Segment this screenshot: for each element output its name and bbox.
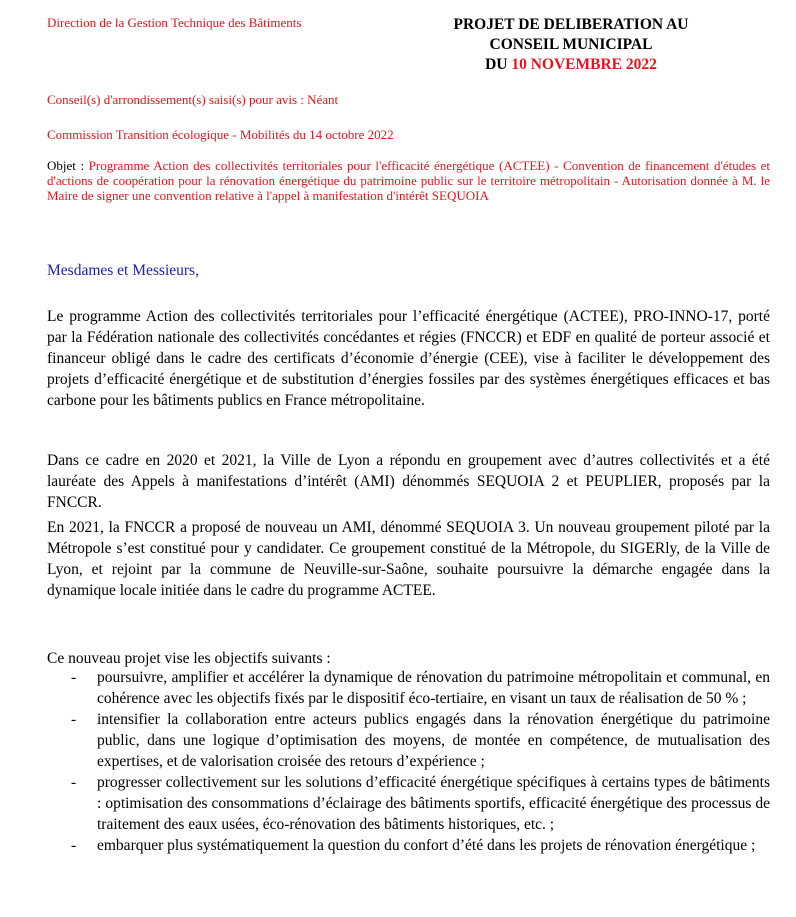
title-line-1: PROJET DE DELIBERATION AU	[453, 16, 689, 33]
objectives-list	[47, 667, 770, 856]
date-prefix: DU	[485, 56, 508, 73]
department-name: Direction de la Gestion Technique des Bâtiments	[47, 15, 302, 30]
objective-text: poursuivre, amplifier et accélérer la dynamique de rénovation du patrimoine métropolitain et communal, en cohérence avec les objectifs fixés par le dispositif éco-tertiaire, en visant un taux de réalisation de 50 % ;	[97, 669, 770, 707]
objet-block	[47, 158, 770, 203]
list-item	[47, 772, 770, 835]
title-line-3	[410, 55, 732, 75]
list-item	[47, 667, 770, 709]
bullet-dash: -	[71, 837, 77, 854]
objective-text: intensifier la collaboration entre acteurs publics engagés dans la rénovation énergétique du patrimoine public, dans une logique d’optimisation des moyens, de montée en compétence, de mutualisation des expertises, et de valorisation croisée des retours d’expérience ;	[97, 711, 770, 770]
objectives-intro: Ce nouveau projet vise les objectifs suivants :	[47, 650, 331, 667]
list-item	[47, 835, 770, 856]
objective-text: embarquer plus systématiquement la question du confort d’été dans les projets de rénovation énergétique ;	[97, 837, 756, 854]
bullet-dash: -	[71, 774, 77, 791]
salutation: Mesdames et Messieurs,	[47, 262, 199, 279]
objet-text: Programme Action des collectivités territoriales pour l'efficacité énergétique (ACTEE) - Convention de financement d'études et d'actions de coopération pour la rénovation énergétique du patrimoine public sur le territoire métropolitain - Autorisation donnée à M. le Maire de signer une convention relative à l'appel à manifestation d'intérêt SEQUOIA	[47, 158, 770, 203]
commission-line: Commission Transition écologique - Mobilités du 14 octobre 2022	[47, 127, 394, 142]
conseil-line: Conseil(s) d'arrondissement(s) saisi(s) pour avis : Néant	[47, 92, 339, 107]
bullet-dash: -	[71, 669, 77, 686]
paragraph-1: Le programme Action des collectivités territoriales pour l’efficacité énergétique (ACTEE), PRO-INNO-17, porté par la Fédération nationale des collectivités concédantes et régies (FNCCR) et EDF en qualité de porteur associé et financeur obligé dans le cadre des certificats d’économie d’énergie (CEE), vise à faciliter le développement des projets d’efficacité énergétique et de substitution d’énergies fossiles par des systèmes énergétiques efficaces et bas carbone pour les bâtiments publics en France métropolitaine.	[47, 308, 770, 409]
objective-text: progresser collectivement sur les solutions d’efficacité énergétique spécifiques à certains types de bâtiments : optimisation des consommations d’éclairage des bâtiments sportifs, efficacité énergétique des processus de traitement des eaux usées, éco-rénovation des bâtiments historiques, etc. ;	[97, 774, 770, 833]
list-item	[47, 709, 770, 772]
meeting-date: 10 NOVEMBRE 2022	[511, 56, 657, 73]
bullet-dash: -	[71, 711, 77, 728]
paragraph-3: En 2021, la FNCCR a proposé de nouveau un AMI, dénommé SEQUOIA 3. Un nouveau groupement piloté par la Métropole s’est constitué pour y candidater. Ce groupement constitué de la Métropole, du SIGERly, de la Ville de Lyon, et rejoint par la commune de Neuville-sur-Saône, souhaite poursuivre la démarche engagée dans la dynamique locale initiée dans le cadre du programme ACTEE.	[47, 519, 770, 599]
title-line-2: CONSEIL MUNICIPAL	[489, 36, 653, 53]
document-title	[410, 15, 732, 75]
paragraph-2: Dans ce cadre en 2020 et 2021, la Ville de Lyon a répondu en groupement avec d’autres collectivités et a été lauréate des Appels à manifestations d’intérêt (AMI) dénommés SEQUOIA 2 et PEUPLIER, proposés par la FNCCR.	[47, 452, 770, 511]
objet-label: Objet :	[47, 158, 85, 173]
